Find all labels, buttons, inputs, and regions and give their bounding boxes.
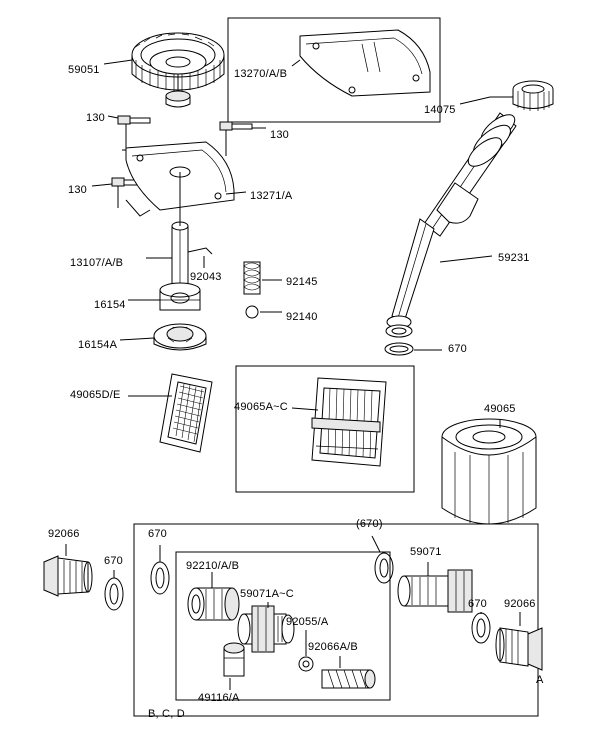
leader-59231 <box>440 256 492 262</box>
part-49065-canister <box>442 419 536 524</box>
label-670-tube: 670 <box>448 343 467 355</box>
part-49116-body <box>224 643 244 676</box>
label-92140: 92140 <box>286 311 318 323</box>
part-670-oring-right <box>472 613 490 643</box>
part-670-oring-tube <box>385 343 413 355</box>
label-670-left: 670 <box>104 555 123 567</box>
part-92066AB-spring <box>322 670 375 688</box>
label-13107: 13107/A/B <box>70 257 124 269</box>
part-670-oring-box <box>151 562 169 594</box>
part-59071-adapter <box>398 570 472 612</box>
part-59051-gear <box>132 33 224 107</box>
label-130-left: 130 <box>68 184 87 196</box>
label-92210: 92210/A/B <box>186 560 240 572</box>
part-16154-housing <box>160 283 200 310</box>
label-16154A: 16154A <box>78 339 118 351</box>
label-92066AB: 92066A/B <box>308 641 358 653</box>
part-92066-plug-left <box>44 556 92 596</box>
leader-16154A <box>120 338 154 340</box>
label-13271: 13271/A <box>250 190 293 202</box>
leader-14075 <box>460 97 513 104</box>
label-49065: 49065 <box>484 403 516 415</box>
part-130-bolt-right <box>220 122 252 156</box>
label-59071: 59071 <box>410 546 442 558</box>
part-92055-oring <box>299 657 313 671</box>
label-670-paren: (670) <box>356 518 383 530</box>
label-59051: 59051 <box>68 64 100 76</box>
leader-670-paren <box>372 536 380 552</box>
label-130-top: 130 <box>86 112 105 124</box>
part-130-bolt-top <box>118 116 150 150</box>
leader-130-3 <box>92 184 112 186</box>
leader-13270 <box>292 60 300 66</box>
part-49065AC-element <box>312 378 386 466</box>
leader-59051 <box>104 60 132 64</box>
label-130-right: 130 <box>270 129 289 141</box>
label-670-box: 670 <box>148 528 167 540</box>
leader-49065AC <box>292 408 318 410</box>
label-92043: 92043 <box>190 271 222 283</box>
label-59071A: 59071A~C <box>240 588 294 600</box>
leader-130-1 <box>108 116 118 118</box>
label-49065DE: 49065D/E <box>70 389 121 401</box>
label-14075: 14075 <box>424 104 456 116</box>
label-92145: 92145 <box>286 276 318 288</box>
label-92055: 92055/A <box>286 616 329 628</box>
label-92066-right: 92066 <box>504 598 536 610</box>
part-13270-plate <box>300 30 430 96</box>
part-49065DE-screen <box>160 374 212 452</box>
label-bcd: B, C, D <box>148 708 185 720</box>
label-92066-left: 92066 <box>48 528 80 540</box>
part-59231-tube <box>386 110 519 337</box>
label-section-a: A <box>536 674 544 686</box>
label-49065AC: 49065A~C <box>234 401 288 413</box>
part-59071A-nipple <box>238 606 294 652</box>
part-92145-spring <box>244 262 260 294</box>
label-49116: 49116/A <box>198 692 240 704</box>
label-670-right: 670 <box>468 598 487 610</box>
part-14075-cap <box>513 81 553 111</box>
label-13270: 13270/A/B <box>234 68 288 80</box>
part-670-oring-left <box>105 578 123 610</box>
part-16154A-rotor <box>154 324 206 350</box>
label-16154: 16154 <box>94 299 126 311</box>
label-59231: 59231 <box>498 252 530 264</box>
part-92140-ball <box>246 306 258 318</box>
part-92210-fitting <box>188 588 239 620</box>
part-92066-plug-right <box>496 628 542 670</box>
